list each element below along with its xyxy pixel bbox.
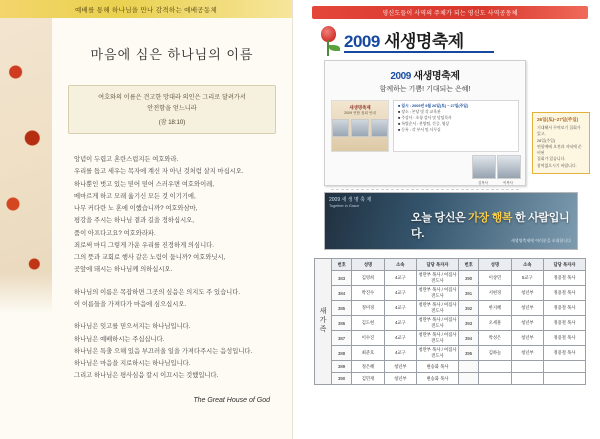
table-row — [331, 271, 585, 286]
table-cell: 정용철 목사 — [543, 286, 585, 301]
table-cell: 4교구 — [384, 331, 416, 346]
table-cell: 정미경 — [352, 301, 384, 316]
table-cell — [458, 373, 478, 385]
letter-line: 품이 아프다고요? 여호와라파. — [74, 229, 156, 237]
table-cell — [543, 361, 585, 373]
letter-paragraph — [74, 154, 270, 277]
mini-flyer-sub: 2009 연합 집회 안내 — [344, 111, 376, 115]
letter-body — [74, 154, 270, 383]
poster-heading — [325, 67, 525, 82]
table-cell: 박성은 — [479, 331, 511, 346]
strip-main-post: 한 사람입니다. — [411, 212, 570, 240]
table-row — [331, 346, 585, 361]
table-cell: 4교구 — [384, 316, 416, 331]
poster-subheading: 함께하는 기쁨! 기대되는 은혜! — [379, 86, 471, 93]
note-line: 기대해서 꾸며보기 집회가 있고, — [537, 125, 581, 137]
table-cell: 395 — [458, 346, 478, 361]
new-family-roster — [314, 258, 586, 385]
mini-photo — [371, 119, 388, 137]
table-row — [331, 361, 585, 373]
table-cell: 387 — [331, 331, 351, 346]
letter-line: 하나님은 마음을 지로하시는 하나님입니다. — [74, 360, 191, 368]
speaker-photo — [497, 155, 521, 179]
table-cell: 383 — [331, 271, 351, 286]
mini-flyer-image — [331, 100, 389, 152]
left-page-body — [52, 18, 292, 439]
table-cell: 이상민 — [479, 271, 511, 286]
festival-heading — [314, 26, 586, 56]
roster-table-body — [331, 271, 585, 385]
note-line: 28일(주일) — [537, 137, 556, 143]
table-cell: 청년부 — [511, 316, 543, 331]
th-no-2: 번호 — [458, 259, 478, 271]
left-banner-text: 예배를 통해 하나님을 만나 감격하는 예배공동체 — [74, 6, 218, 14]
letter-line: 앙념이 두렵고 혼란스럽지든 여호와라. — [74, 156, 179, 164]
table-cell: 4교구 — [384, 301, 416, 316]
poster-year: 2009 — [390, 71, 411, 82]
letter-paragraph — [74, 287, 270, 312]
letter-line: 그리고 하나님은 평사심음 칼시 이끄시는 것했입니다. — [74, 372, 219, 380]
table-cell: 391 — [458, 286, 478, 301]
table-cell: 394 — [458, 331, 478, 346]
th-dept-1: 소속 — [384, 259, 416, 271]
table-cell: 김하늘 — [479, 346, 511, 361]
table-cell: 386 — [331, 316, 351, 331]
table-cell: 4교구 — [384, 346, 416, 361]
poster-info-line: ■ 주강사 : 초청 강사 및 담임목사 — [398, 115, 452, 120]
table-cell — [458, 361, 478, 373]
letter-line: 이 이름들을 가져다가 마음에 심으십시오. — [74, 300, 187, 308]
roster-side-label — [314, 258, 331, 385]
table-cell: 청년부 — [384, 361, 416, 373]
verse-line-1: 여호와의 이름은 견고한 망대라 의인은 그리로 달려가서 — [98, 94, 246, 101]
right-banner-text: 영신도들이 사역의 주체가 되는 영신도 사역공동체 — [382, 11, 518, 17]
table-cell: 390 — [331, 373, 351, 385]
autumn-leaves-photo — [0, 18, 52, 318]
poster-info-line: ■ 장소 : 본당 및 각 교육관 — [398, 109, 441, 114]
table-cell: 서현경 — [479, 286, 511, 301]
poster-info-box — [393, 100, 519, 152]
th-pastor-2: 담당 목자자 — [543, 259, 585, 271]
table-cell: 385 — [331, 301, 351, 316]
table-cell: 정용철 목사 — [543, 271, 585, 286]
table-cell: 청란부 목사 / 여집사 전도사 — [416, 331, 458, 346]
table-cell: 4교구 — [384, 271, 416, 286]
poster-heading-text: 새생명축제 — [413, 71, 460, 82]
mini-flyer-title: 새생명축제 — [349, 105, 371, 110]
page-title: 마음에 심은 하나님의 이름 — [90, 47, 254, 62]
table-cell: 392 — [458, 301, 478, 316]
left-page-banner — [0, 0, 292, 18]
note-line: 연합예배 오전과 저녁에 준비된 — [537, 143, 582, 155]
th-dept-2: 소속 — [511, 259, 543, 271]
festival-photo-banner — [324, 192, 578, 250]
table-cell: 정은혜 — [352, 361, 384, 373]
strip-main-accent: 가장 행복 — [468, 212, 513, 224]
table-row — [331, 373, 585, 385]
letter-line: 그의 뜻과 교회로 행사 같은 노림이 둡니까? 여호와닛시, — [74, 254, 226, 262]
table-cell: 김도현 — [352, 316, 384, 331]
table-cell: 한지혜 — [479, 301, 511, 316]
poster-middle — [331, 100, 519, 185]
table-cell: 이수진 — [352, 331, 384, 346]
speaker-photo — [472, 155, 496, 179]
strip-cta-text: 새생명축제에 여러분을 초대합니다 — [510, 238, 571, 243]
table-cell: 5교구 — [511, 271, 543, 286]
table-cell: 변승화 목사 — [416, 361, 458, 373]
letter-line: 하나님은 특출 으해 있음 부끄러울 일을 가져다주시는 음성입니다. — [74, 347, 253, 355]
strip-small-title: 2009 새 생 명 축 제 — [329, 197, 372, 203]
letter-line: 죄로써 마디 그렇게 가운 우리를 진정하게 의심니다. — [74, 241, 214, 249]
letter-line: 평강을 주시는 하나님 곁과 길을 정하십시오, — [74, 217, 194, 225]
letter-line: 우리를 돕고 세우는 목자에 계신 자 아닌 것처럼 살지 마십시오. — [74, 168, 244, 176]
table-cell: 4교구 — [384, 286, 416, 301]
table-cell: 청년부 — [511, 286, 543, 301]
table-cell: 정용철 목사 — [543, 316, 585, 331]
note-title: 26일(토)~27일(주일) — [537, 117, 579, 122]
table-row — [331, 316, 585, 331]
table-cell — [511, 373, 543, 385]
letter-line: 하나님의 이름은 목잡하면 그곳의 싶음은 의지도 주 있습니다. — [74, 288, 241, 296]
speaker — [472, 155, 494, 185]
th-no-1: 번호 — [331, 259, 351, 271]
table-cell: 변승화 목사 — [416, 373, 458, 385]
strip-subtitle: Together in Grace — [329, 204, 360, 208]
letter-signature: The Great House of God — [193, 396, 270, 404]
table-cell: 청년부 — [511, 346, 543, 361]
letter-line: 하나님은 잊고를 믿으셔지는 하나님입니다. — [74, 323, 191, 331]
poster-right-column — [393, 100, 519, 185]
table-cell: 청년부 — [511, 301, 543, 316]
table-cell — [511, 361, 543, 373]
table-header-row — [331, 259, 585, 271]
table-cell: 청란부 목사 / 여집사 전도사 — [416, 346, 458, 361]
poster-info-line: ■ 특별순서 : 찬양팀, 간증, 영상 — [398, 121, 450, 126]
table-cell: 청란부 목사 / 여집사 전도사 — [416, 316, 458, 331]
verse-line-2: 안전함을 얻느니라 — [147, 104, 197, 112]
schedule-note-box — [532, 112, 590, 174]
table-cell: 청란부 목사 / 여집사 전도사 — [416, 286, 458, 301]
mini-photo — [351, 119, 368, 137]
note-line: 집회가 있습니다. — [537, 156, 566, 162]
table-cell: 김영희 — [352, 271, 384, 286]
poster-info-line: ■ 일시 : 2009년 9월 26일(토) ~ 27일(주일) — [398, 104, 469, 108]
poster-left-column — [331, 100, 389, 185]
th-name-1: 성명 — [352, 259, 384, 271]
th-name-2: 성명 — [479, 259, 511, 271]
left-page — [0, 0, 293, 439]
table-cell: 김민재 — [352, 373, 384, 385]
table-cell: 청년부 — [511, 331, 543, 346]
letter-line: 하나님은 예배하시는 주십십니다. — [74, 335, 165, 343]
letter-paragraph — [74, 321, 270, 382]
table-row — [331, 286, 585, 301]
right-page — [300, 0, 600, 439]
table-cell: 388 — [331, 346, 351, 361]
table-cell: 청년부 — [384, 373, 416, 385]
scripture-verse-box — [68, 85, 276, 134]
letter-line: 메마르게 하고 모래 옮기신 모든 것 이기기에, — [74, 192, 196, 200]
table-cell: 393 — [458, 316, 478, 331]
festival-title — [344, 27, 464, 52]
festival-year: 2009 — [344, 32, 380, 51]
table-cell: 최준호 — [352, 346, 384, 361]
table-row — [331, 331, 585, 346]
table-cell — [479, 361, 511, 373]
table-cell: 정용철 목사 — [543, 301, 585, 316]
festival-underline — [344, 51, 494, 53]
table-cell — [543, 373, 585, 385]
speaker-name: 김목사 — [478, 181, 488, 185]
table-cell: 정용철 목사 — [543, 331, 585, 346]
poster-header — [325, 61, 525, 96]
speaker — [497, 155, 519, 185]
roster-table — [331, 258, 586, 385]
festival-poster — [324, 60, 526, 186]
table-cell: 청란부 목사 / 여집사 전도사 — [416, 271, 458, 286]
poster-info-line: ■ 등록 : 각 부서 및 사무실 — [398, 127, 441, 132]
letter-line: 곳앞에 돼시는 하나님께 의하십시오. — [74, 266, 173, 274]
table-row — [331, 301, 585, 316]
letter-line: 하나뿐인 벗고 있는 믿어 믿어 스러우면 여호와이레, — [74, 180, 214, 188]
note-line: 참여없으시기 바랍니다. — [537, 162, 577, 168]
verse-reference: (잠 18:10) — [158, 120, 186, 127]
table-cell: 389 — [331, 361, 351, 373]
table-cell — [479, 373, 511, 385]
speaker-photos — [393, 155, 519, 185]
mini-photo — [332, 119, 349, 137]
table-cell: 오세훈 — [479, 316, 511, 331]
th-pastor-1: 담당 목자자 — [416, 259, 458, 271]
table-cell: 정용철 목사 — [543, 346, 585, 361]
table-cell: 384 — [331, 286, 351, 301]
festival-title-text: 새생명축제 — [384, 32, 464, 51]
mini-flyer-photos — [332, 119, 388, 137]
strip-main-pre: 오늘 당신은 — [411, 212, 466, 224]
right-page-banner — [312, 6, 588, 19]
letter-line: 나무 커다란 노 혼에 이했습니까? 여호와삼마, — [74, 205, 198, 213]
roster-wrapper — [314, 258, 586, 385]
table-cell: 청란부 목사 / 여집사 전도사 — [416, 301, 458, 316]
roster-side-label-text: 새 가 족 — [319, 308, 327, 333]
table-cell: 390 — [458, 271, 478, 286]
speaker-name: 이목사 — [503, 181, 513, 185]
strip-main-text — [411, 209, 577, 241]
rose-icon — [316, 26, 342, 56]
table-cell: 박진수 — [352, 286, 384, 301]
